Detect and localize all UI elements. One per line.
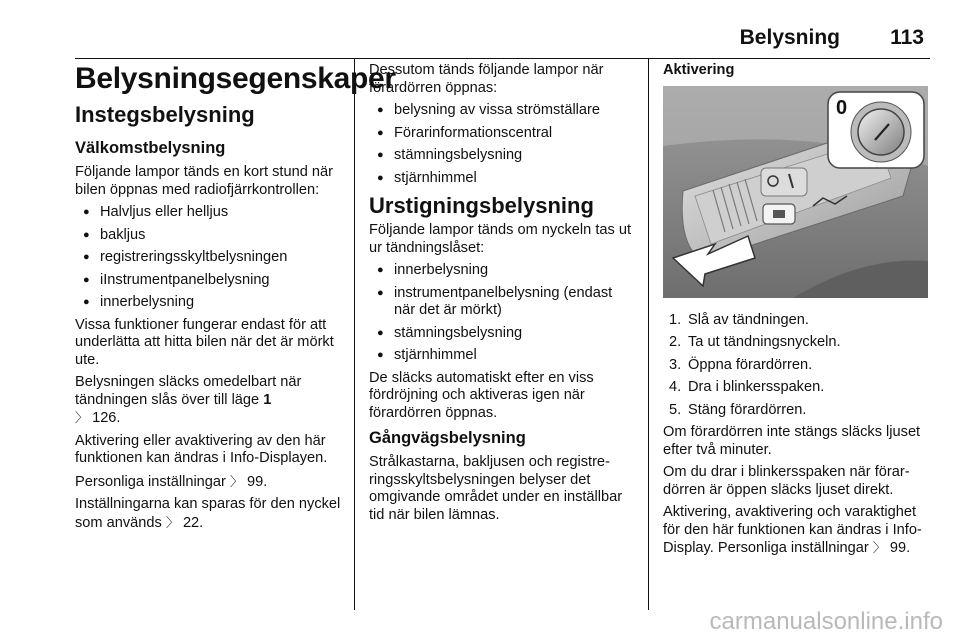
column-1 — [75, 62, 396, 537]
step-text: Ta ut tändningsnyckeln. — [688, 334, 841, 350]
column-divider-2 — [648, 58, 649, 610]
list-item — [663, 357, 928, 375]
paragraph-key-removed: Följande lampor tänds om nyckeln tas ut ur tändningslåset: — [369, 222, 632, 256]
column-2 — [369, 62, 634, 529]
activation-steps — [663, 312, 928, 420]
step-number: 1. — [669, 311, 682, 328]
paragraph-lever-pull: Om du drar i blinkersspaken när förardörren är öppen släcks ljuset direkt. — [663, 464, 910, 498]
chapter-title: Belysningsegenskaper — [75, 62, 396, 95]
page-ref-icon: 〉 — [165, 514, 179, 530]
list-item — [663, 379, 928, 397]
column-3 — [663, 62, 928, 563]
paragraph-intro: Följande lampor tänds en kort stund när bilen öppnas med radiofjärrkontrollen: — [75, 164, 333, 198]
list-item: ● innerbelysning — [369, 262, 634, 280]
step-text: Öppna förardörren. — [688, 356, 813, 373]
page-ref-icon: 〉 — [229, 473, 243, 489]
list-item: ● bakljus — [75, 227, 347, 245]
step-text: Slå av tändningen. — [688, 311, 809, 328]
paragraph-door-lamps: Dessutom tänds följande lampor när förardörren öppnas: — [369, 62, 604, 96]
paragraph-path-lighting: Strålkastarna, bakljusen och registreringsskyltsbelysningen belyser det omgivande området under en inställbar tid när bilen lämnas. — [369, 454, 623, 523]
page-number: 113 — [890, 26, 924, 49]
turn-signal-lever-illustration — [663, 86, 928, 298]
section-title: Belysning — [739, 26, 840, 49]
subheading-valkomstbelysning: Välkomstbelysning — [75, 139, 226, 157]
page-ref-link[interactable]: 99. — [889, 540, 911, 556]
paragraph-door-not-closed: Om förardörren inte stängs släcks ljuset efter två minuter. — [663, 424, 921, 458]
watermark: carmanualsonline.info — [709, 608, 943, 635]
subheading-aktivering: Aktivering — [663, 62, 735, 78]
list-item: ● registreringsskyltbelysningen — [75, 249, 347, 267]
page-ref-link[interactable]: 22. — [182, 514, 204, 531]
step-number: 2. — [669, 334, 682, 350]
lamp-list-2 — [369, 102, 634, 187]
paragraph-duration — [663, 504, 928, 558]
text: Personliga inställningar — [75, 473, 230, 490]
list-item: ● iInstrumentpanelbelysning — [75, 272, 347, 290]
page-ref-link[interactable]: 126. — [92, 410, 121, 426]
page-ref-link[interactable]: 99. — [247, 473, 268, 490]
list-item: ● innerbelysning — [75, 294, 347, 312]
page-header — [0, 26, 960, 56]
step-number: 5. — [669, 401, 682, 418]
page-ref-icon: 〉 — [75, 410, 89, 425]
list-item: ● stämningsbelysning — [369, 147, 634, 165]
list-item: ● belysning av vissa strömställare — [369, 102, 634, 120]
lamp-list-1 — [75, 204, 347, 312]
paragraph-key-settings — [75, 496, 347, 532]
paragraph-personal-settings — [75, 473, 347, 492]
section-heading-instegsbelysning: Instegsbelysning — [75, 102, 255, 127]
list-item: ● Förarinformationscentral — [369, 125, 634, 143]
list-item: ● stjärnhimmel — [369, 347, 634, 365]
paragraph-off-ignition — [75, 374, 347, 428]
section-heading-urstigningsbelysning: Urstigningsbelysning — [369, 193, 594, 218]
text: Belysningen släcks omedelbart när tändningen slås över till läge — [75, 374, 302, 408]
position-label: 1 — [263, 391, 272, 408]
step-number: 3. — [669, 356, 682, 373]
text: Aktivering, avaktivering och varaktighet för den här funktionen kan ändras i Info-Display. Personliga inställningar — [663, 504, 922, 556]
list-item: ● stämningsbelysning — [369, 325, 634, 343]
subheading-gangvagsbelysning: Gångvägsbelysning — [369, 429, 526, 447]
paragraph-functions: Vissa funktioner fungerar endast för att underlätta att hitta bilen när det är mörkt ute. — [75, 316, 334, 368]
header-divider — [75, 58, 930, 59]
position-zero-label: 0 — [836, 96, 848, 119]
list-item — [663, 402, 928, 420]
list-item — [663, 334, 928, 352]
list-item: ● instrumentpanelbelysning (endast när det är mörkt) — [369, 285, 634, 320]
page-ref-icon: 〉 — [872, 540, 886, 555]
step-number: 4. — [669, 379, 682, 395]
step-text: Dra i blinkersspaken. — [688, 379, 825, 395]
text: Inställningarna kan sparas för den nyckel som används — [75, 496, 341, 531]
step-text: Stäng förardörren. — [688, 401, 807, 418]
column-divider-1 — [354, 58, 355, 610]
list-item — [663, 312, 928, 330]
lamp-list-3 — [369, 262, 634, 365]
paragraph-activation: Aktivering eller avaktivering av den här funktionen kan ändras i Info-Displayen. — [75, 432, 328, 466]
list-item: ● Halvljus eller helljus — [75, 204, 347, 222]
paragraph-auto-off: De släcks automatiskt efter en viss fördröjning och aktiveras igen när förardörren öppnas. — [369, 369, 594, 421]
list-item: ● stjärnhimmel — [369, 170, 634, 188]
